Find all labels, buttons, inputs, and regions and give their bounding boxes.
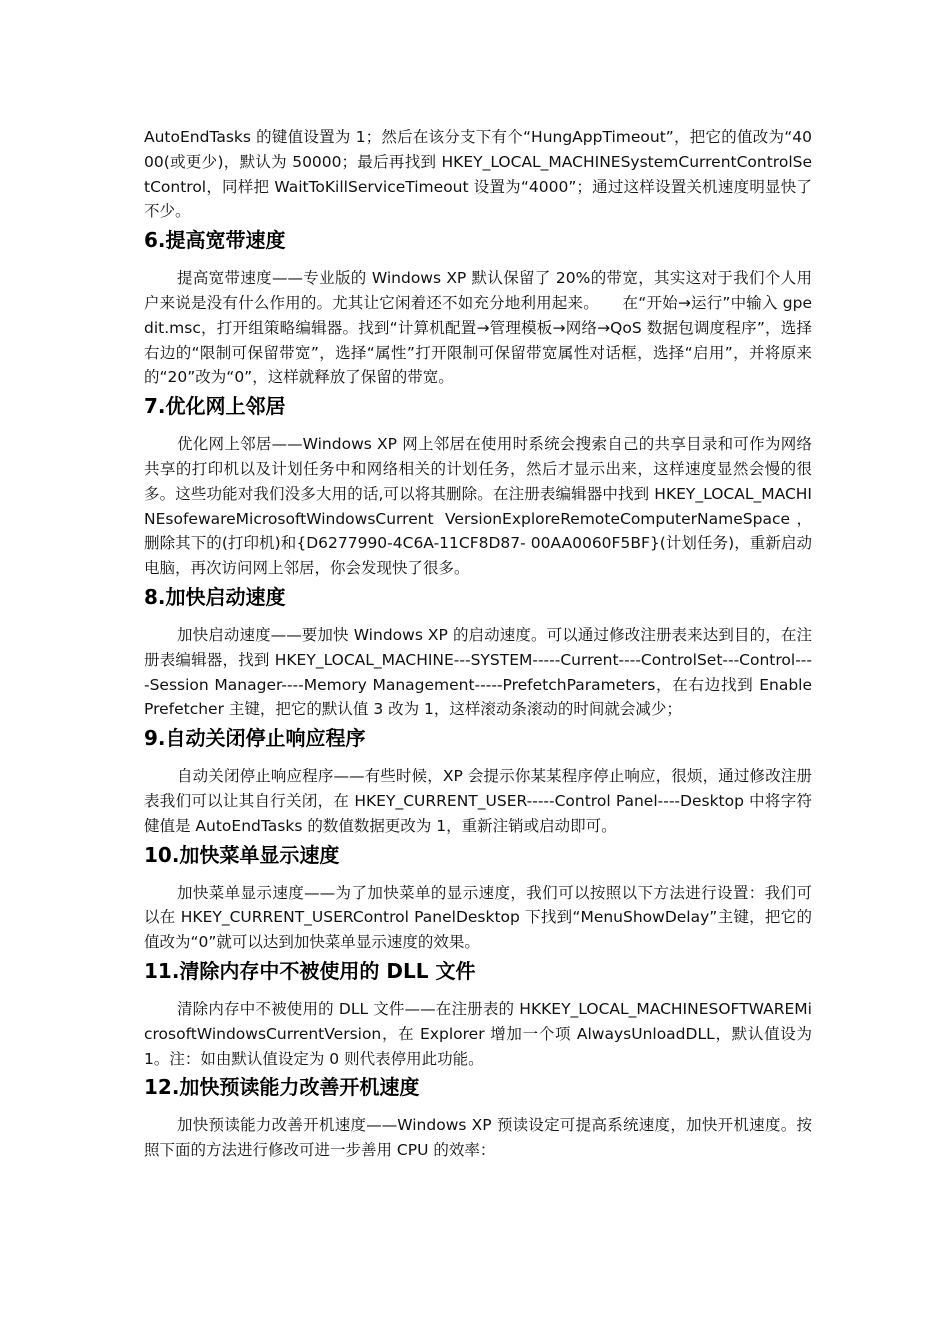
section-body-8: 加快启动速度——要加快 Windows XP 的启动速度。可以通过修改注册表来达到目的，在注册表编辑器，找到 HKEY_LOCAL_MACHINE---SYSTEM-----Current----ControlSet---Control----Session Manager----Memory Management-----PrefetchParameters，在右边找到 EnablePrefetcher 主键，把它的默认值 3 改为 1，这样滚动条滚动的时间就会减少； [144,625,812,719]
intro-paragraph: AutoEndTasks 的键值设置为 1；然后在该分支下有个“HungAppTimeout”，把它的值改为“4000(或更少)，默认为 50000；最后再找到 HKEY_LOCAL_MACHINESystemCurrentControlSetControl，同样把 WaitToKillServiceTimeout 设置为“4000”；通过这样设置关机速度明显快了不少。 [144,128,812,221]
section-heading-7: 7.优化网上邻居 [144,394,286,419]
section-heading-6: 6.提高宽带速度 [144,228,286,253]
document-body [144,125,812,1163]
section-heading-9: 9.自动关闭停止响应程序 [144,726,366,751]
section-heading-11: 11.清除内存中不被使用的 DLL 文件 [144,958,476,983]
section-body-10: 加快菜单显示速度——为了加快菜单的显示速度，我们可以按照以下方法进行设置：我们可以在 HKEY_CURRENT_USERControl PanelDesktop 下找到“MenuShowDelay”主键，把它的值改为“0”就可以达到加快菜单显示速度的效果。 [144,883,812,952]
section-heading-10: 10.加快菜单显示速度 [144,842,340,867]
section-heading-8: 8.加快启动速度 [144,584,286,609]
section-body-9: 自动关闭停止响应程序——有些时候，XP 会提示你某某程序停止响应，很烦，通过修改注册表我们可以让其自行关闭，在 HKEY_CURRENT_USER-----Control Panel----Desktop 中将字符健值是 AutoEndTasks 的数值数据更改为 1，重新注销或启动即可。 [144,767,812,835]
section-body-11: 清除内存中不被使用的 DLL 文件——在注册表的 HKKEY_LOCAL_MACHINESOFTWAREMicrosoftWindowsCurrentVersion，在 Explorer 增加一个项 AlwaysUnloadDLL，默认值设为 1。注：如由默认值设定为 0 则代表停用此功能。 [144,999,812,1068]
section-body-7: 优化网上邻居——Windows XP 网上邻居在使用时系统会搜索自己的共享目录和可作为网络共享的打印机以及计划任务中和网络相关的计划任务，然后才显示出来，这样速度显然会慢的很多。这些功能对我们没多大用的话,可以将其删除。在注册表编辑器中找到 HKEY_LOCAL_MACHINEsofewareMicrosoftWindowsCurrent VersionExploreRemoteComputerNameSpace，删除其下的(打印机)和{D6277990-4C6A-11CF8D87- 00AA0060F5BF}(计划任务)，重新启动电脑，再次访问网上邻居，你会发现快了很多。 [144,435,812,578]
section-body-6: 提高宽带速度——专业版的 Windows XP 默认保留了 20%的带宽，其实这对于我们个人用户来说是没有什么作用的。尤其让它闲着还不如充分地利用起来。 在“开始→运行”中输入 gpedit.msc，打开组策略编辑器。找到“计算机配置→管理模板→网络→QoS 数据包调度程序”，选择右边的“限制可保留带宽”，选择“属性”打开限制可保留带宽属性对话框，选择“启用”，并将原来的“20”改为“0”，这样就释放了保留的带宽。 [144,269,812,387]
section-heading-12: 12.加快预读能力改善开机速度 [144,1075,420,1100]
section-body-12: 加快预读能力改善开机速度——Windows XP 预读设定可提高系统速度，加快开机速度。按照下面的方法进行修改可进一步善用 CPU 的效率： [144,1116,812,1160]
